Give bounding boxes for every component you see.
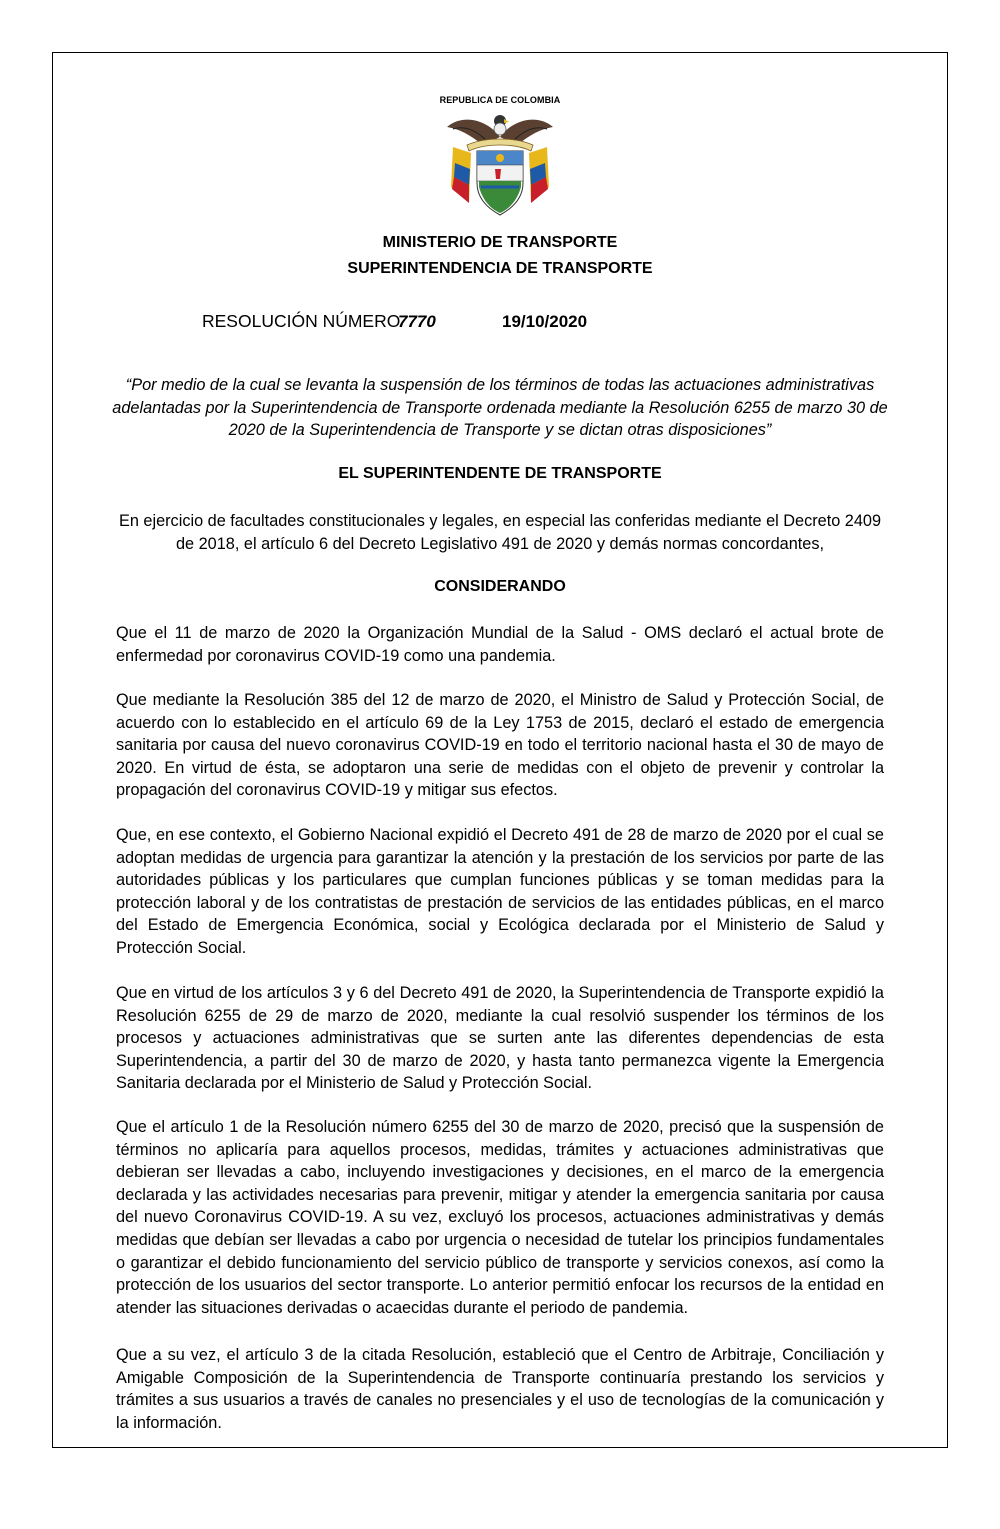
- powers-statement: En ejercicio de facultades constitucionales y legales, en especial las conferidas mediante el Decreto 2409 de 2018, el artículo 6 del Decreto Legislativo 491 de 2020 y demás normas concordantes,: [118, 512, 882, 553]
- resolution-number: 7770: [398, 312, 436, 331]
- paragraph: Que el 11 de marzo de 2020 la Organización Mundial de la Salud - OMS declaró el actual brote de enfermedad por coronavirus COVID-19 como una pandemia.: [116, 624, 884, 665]
- considering-heading: CONSIDERANDO: [434, 578, 566, 595]
- paragraph: Que en virtud de los artículos 3 y 6 del Decreto 491 de 2020, la Superintendencia de Transporte expidió la Resolución 6255 de 29 de marzo de 2020, mediante la cual resolvió suspender los términos de los procesos y actuaciones administrativas que se surten ante las diferentes dependencias de esta Superintendencia, a partir del 30 de marzo de 2020, y hasta tanto permanezca vigente la Emergencia Sanitaria declarada por el Ministerio de Salud y Protección Social.: [116, 984, 884, 1093]
- coat-of-arms-icon: [445, 107, 555, 219]
- paragraph: Que a su vez, el artículo 3 de la citada Resolución, estableció que el Centro de Arbitraje, Conciliación y Amigable Composición de la Superintendencia de Transporte continuaría prestando los servicios y trámites a sus usuarios a través de canales no presenciales y el uso de tecnologías de la comunicación y la información.: [116, 1346, 884, 1432]
- resolution-label: RESOLUCIÓN NÚMERO: [202, 311, 401, 331]
- ministry-title: MINISTERIO DE TRANSPORTE: [382, 234, 618, 251]
- paragraph: Que mediante la Resolución 385 del 12 de marzo de 2020, el Ministro de Salud y Protección Social, de acuerdo con lo establecido en el artículo 69 de la Ley 1753 de 2015, declaró el estado de emergencia sanitaria por causa del nuevo coronavirus COVID-19 en todo el territorio nacional hasta el 30 de mayo de 2020. En virtud de ésta, se adoptaron una serie de medidas con el objeto de prevenir y controlar la propagación del coronavirus COVID-19 y mitigar sus efectos.: [116, 691, 884, 800]
- superintendency-title: SUPERINTENDENCIA DE TRANSPORTE: [347, 260, 653, 277]
- republic-label: REPUBLICA DE COLOMBIA: [439, 95, 561, 105]
- resolution-title: “Por medio de la cual se levanta la suspensión de los términos de todas las actuaciones administrativas adelantadas por la Superintendencia de Transporte ordenada mediante la Resolución 6255 de marzo 30 de 2020 de la Superintendencia de Transporte y se dictan otras disposiciones”: [112, 376, 888, 439]
- paragraph: Que, en ese contexto, el Gobierno Nacional expidió el Decreto 491 de 28 de marzo de 2020 por el cual se adoptan medidas de urgencia para garantizar la atención y la prestación de los servicios por parte de las autoridades públicas y los particulares que cumplan funciones públicas y se toman medidas para la protección laboral y de los contratistas de prestación de servicios de las entidades públicas, en el marco del Estado de Emergencia Económica, social y Ecológica declarada por el Ministerio de Salud y Protección Social.: [116, 826, 884, 957]
- authority-heading: EL SUPERINTENDENTE DE TRANSPORTE: [338, 465, 662, 482]
- resolution-date: 19/10/2020: [502, 312, 588, 331]
- paragraph: Que el artículo 1 de la Resolución número 6255 del 30 de marzo de 2020, precisó que la suspensión de términos no aplicaría para aquellos procesos, medidas, trámites y actuaciones administrativas que debieran ser llevadas a cabo, incluyendo investigaciones y decisiones, en el marco de la emergencia declarada y las actividades necesarias para prevenir, mitigar y atender la emergencia sanitaria por causa del nuevo Coronavirus COVID-19. A su vez, excluyó los procesos, actuaciones administrativas y demás medidas que debían ser llevadas a cabo por urgencia o necesidad de tutelar los principios fundamentales o garantizar el debido funcionamiento del servicio público de transporte y servicios conexos, así como la protección de los usuarios del sector transporte. Lo anterior permitió enfocar los recursos de la entidad en atender las situaciones derivadas o acaecidas durante el periodo de pandemia.: [116, 1118, 884, 1317]
